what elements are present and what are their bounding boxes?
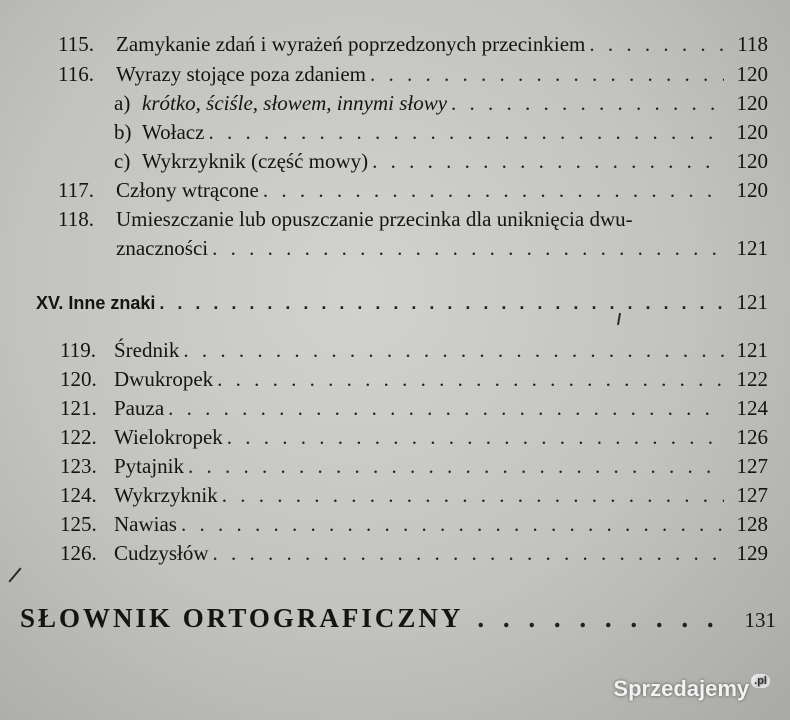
toc-entry-121 [60, 394, 768, 423]
entry-page: 120 [736, 120, 768, 144]
entry-page: 118 [737, 32, 768, 56]
subentry-letter: b) [114, 120, 132, 144]
dictionary-title: SŁOWNIK ORTOGRAFICZNY [20, 603, 464, 633]
subentry-letter: a) [114, 91, 131, 115]
toc-subentry-b [114, 118, 768, 147]
toc-entry-115 [58, 30, 768, 59]
toc-entry-126 [60, 539, 768, 568]
entry-label: Wykrzyknik [114, 483, 218, 507]
entry-number: 117. [58, 178, 94, 202]
dot-leader [212, 234, 724, 263]
entry-number: 115. [58, 32, 94, 56]
entry-number: 118. [58, 207, 94, 231]
toc-entry-122 [60, 423, 768, 452]
entry-page: 128 [736, 512, 768, 536]
toc-entry-124 [60, 481, 768, 510]
entry-number: 116. [58, 62, 94, 86]
entry-page: 127 [736, 454, 768, 478]
entry-page: 124 [736, 396, 768, 420]
entry-label: znaczności [116, 236, 209, 260]
dot-leader [589, 30, 724, 59]
dot-leader [188, 452, 724, 481]
dot-leader [227, 423, 724, 452]
pencil-mark [617, 313, 621, 325]
entry-label: Człony wtrącone [116, 178, 259, 202]
entry-label: krótko, ściśle, słowem, innymi słowy [142, 91, 448, 115]
dot-leader [208, 118, 724, 147]
toc-entry-116 [58, 60, 768, 89]
dot-leader [451, 89, 724, 118]
dot-leader [372, 147, 724, 176]
watermark-logo [613, 676, 770, 702]
watermark-text: Sprzedajemy [613, 676, 750, 701]
entry-label: Zamykanie zdań i wyrażeń poprzedzonych przecinkiem [116, 32, 586, 56]
entry-page: 121 [736, 236, 768, 260]
toc-entry-118 [58, 205, 768, 234]
toc-entry-117 [58, 176, 768, 205]
entry-label: Wielokropek [114, 425, 223, 449]
toc-subentry-c [114, 147, 768, 176]
entry-page: 127 [736, 483, 768, 507]
dot-leader [213, 539, 725, 568]
entry-label: Cudzysłów [114, 541, 209, 565]
dot-leader [477, 600, 732, 636]
entry-number: 122. [60, 425, 97, 449]
entry-number: 119. [60, 338, 96, 362]
watermark-badge: .pl [751, 674, 770, 688]
entry-number: 123. [60, 454, 97, 478]
entry-page: 122 [736, 367, 768, 391]
entry-page: 120 [736, 62, 768, 86]
entry-label: Wołacz [142, 120, 205, 144]
pencil-mark [8, 567, 21, 582]
entry-number: 126. [60, 541, 97, 565]
dot-leader [168, 394, 724, 423]
section-title: XV. Inne znaki [36, 293, 156, 313]
entry-label: Wykrzyknik (część mowy) [142, 149, 369, 173]
dot-leader [183, 336, 724, 365]
toc-entry-123 [60, 452, 768, 481]
entry-label: Pytajnik [114, 454, 185, 478]
entry-page: 126 [736, 425, 768, 449]
entry-number: 121. [60, 396, 97, 420]
toc-entry-120 [60, 365, 768, 394]
entry-label: Umieszczanie lub opuszczanie przecinka dla uniknięcia dwu- [116, 207, 633, 231]
entry-label: Pauza [114, 396, 165, 420]
toc-entry-118-continued [116, 234, 768, 263]
entry-number: 124. [60, 483, 97, 507]
entry-label: Nawias [114, 512, 177, 536]
entry-label: Dwukropek [114, 367, 214, 391]
dot-leader [159, 289, 724, 318]
entry-page: 129 [736, 541, 768, 565]
toc-subentry-a [114, 89, 768, 118]
section-page: 121 [736, 290, 768, 314]
section-heading [36, 288, 768, 317]
subentry-letter: c) [114, 149, 131, 173]
dot-leader [217, 365, 724, 394]
entry-label: Średnik [114, 338, 180, 362]
entry-page: 121 [736, 338, 768, 362]
entry-number: 120. [60, 367, 97, 391]
dictionary-page: 131 [744, 608, 776, 632]
entry-number: 125. [60, 512, 97, 536]
dot-leader [370, 60, 724, 89]
entry-label: Wyrazy stojące poza zdaniem [116, 62, 367, 86]
dot-leader [263, 176, 724, 205]
entry-page: 120 [736, 91, 768, 115]
dictionary-heading [20, 600, 776, 636]
entry-page: 120 [736, 149, 768, 173]
dot-leader [222, 481, 724, 510]
toc-entry-119 [60, 336, 768, 365]
toc-entry-125 [60, 510, 768, 539]
dot-leader [181, 510, 724, 539]
entry-page: 120 [736, 178, 768, 202]
